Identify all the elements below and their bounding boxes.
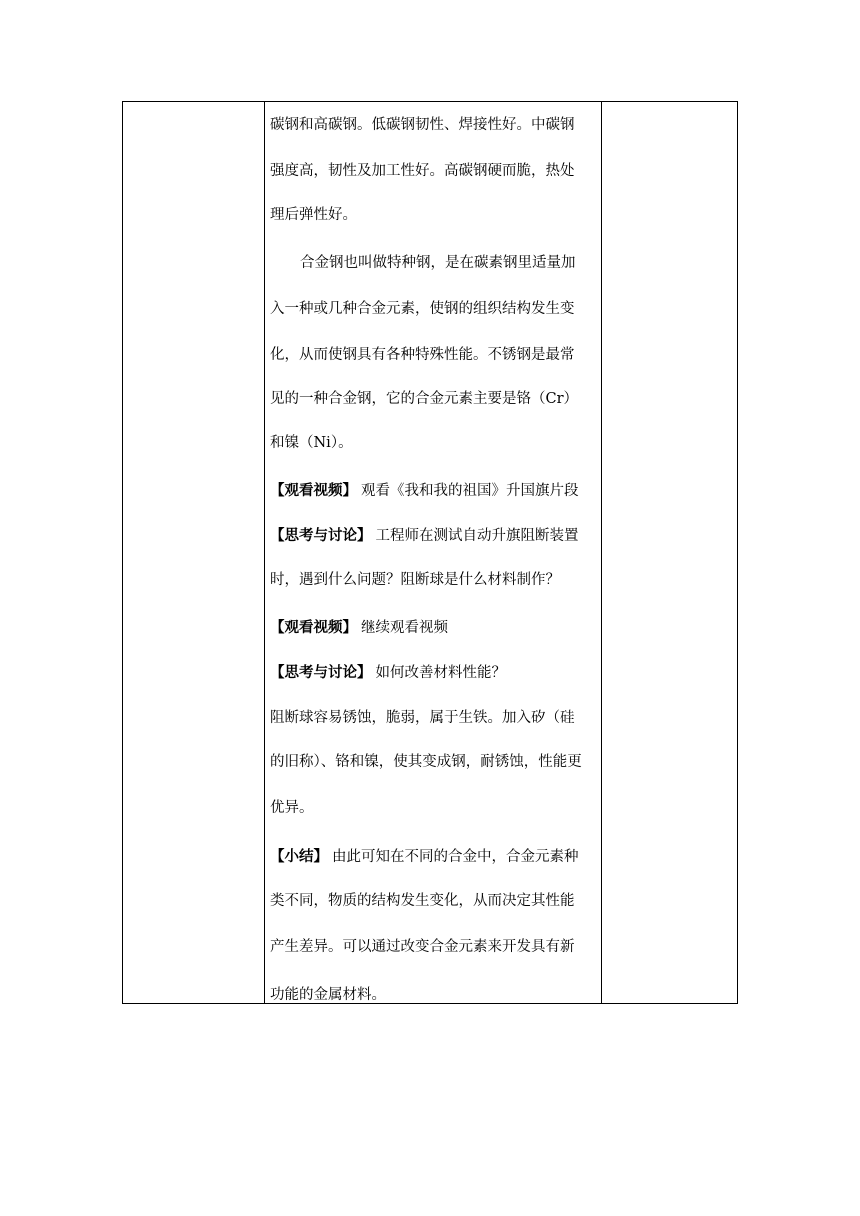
discussion-1-line-2: 时，遇到什么问题？阻断球是什么材料制作？ (270, 572, 560, 588)
watch-video-2 (270, 618, 448, 638)
answer-line-3: 优异。 (270, 800, 314, 816)
discussion-2-label: 【思考与讨论】 (270, 665, 372, 681)
answer-line-2: 的旧称）、铬和镍，使其变成钢，耐锈蚀，性能更 (270, 754, 582, 770)
summary-line-1-text: 由此可知在不同的合金中，合金元素种 (332, 849, 579, 865)
lesson-table (122, 101, 738, 1004)
paragraph-carbon-steel-line-2: 强度高，韧性及加工性好。高碳钢硬而脆，热处 (270, 163, 575, 179)
chromium-symbol: （Cr） (531, 391, 579, 407)
summary-label: 【小结】 (270, 849, 328, 865)
summary-line-4: 功能的金属材料。 (270, 987, 386, 1003)
column-divider-right (601, 102, 602, 1003)
paragraph-carbon-steel-line-1: 碳钢和高碳钢。低碳钢韧性、焊接性好。中碳钢 (270, 117, 575, 133)
discussion-1-line-1 (270, 526, 579, 546)
alloy-steel-line-4-text: 见的一种合金钢，它的合金元素主要是铬 (270, 391, 531, 407)
summary-line-1 (270, 847, 579, 867)
watch-video-1 (270, 481, 579, 501)
paragraph-alloy-steel-line-4 (270, 389, 578, 409)
paragraph-alloy-steel-line-2: 入一种或几种合金元素，使钢的组织结构发生变 (270, 301, 575, 317)
discussion-1-text: 工程师在测试自动升旗阻断装置 (375, 528, 579, 544)
watch-video-2-text: 继续观看视频 (361, 620, 448, 636)
discussion-1-label: 【思考与讨论】 (270, 528, 372, 544)
watch-video-1-text: 观看《我和我的祖国》升国旗片段 (361, 483, 579, 499)
discussion-2-text: 如何改善材料性能？ (375, 665, 506, 681)
alloy-steel-line-5-end: 。 (338, 435, 353, 451)
watch-video-1-label: 【观看视频】 (270, 483, 357, 499)
summary-line-3: 产生差异。可以通过改变合金元素来开发具有新 (270, 939, 575, 955)
summary-line-2: 类不同，物质的结构发生变化，从而决定其性能 (270, 893, 575, 909)
paragraph-alloy-steel-line-3: 化，从而使钢具有各种特殊性能。不锈钢是最常 (270, 347, 575, 363)
watch-video-2-label: 【观看视频】 (270, 620, 357, 636)
paragraph-carbon-steel-line-3: 理后弹性好。 (270, 207, 357, 223)
answer-line-1: 阻断球容易锈蚀，脆弱，属于生铁。加入矽（硅 (270, 710, 575, 726)
nickel-symbol: （Ni） (299, 435, 339, 451)
paragraph-alloy-steel-line-1: 合金钢也叫做特种钢，是在碳素钢里适量加 (300, 255, 576, 271)
discussion-2 (270, 663, 506, 683)
column-divider-left (264, 102, 265, 1003)
paragraph-alloy-steel-line-5 (270, 433, 353, 453)
alloy-steel-line-5-text: 和镍 (270, 435, 299, 451)
